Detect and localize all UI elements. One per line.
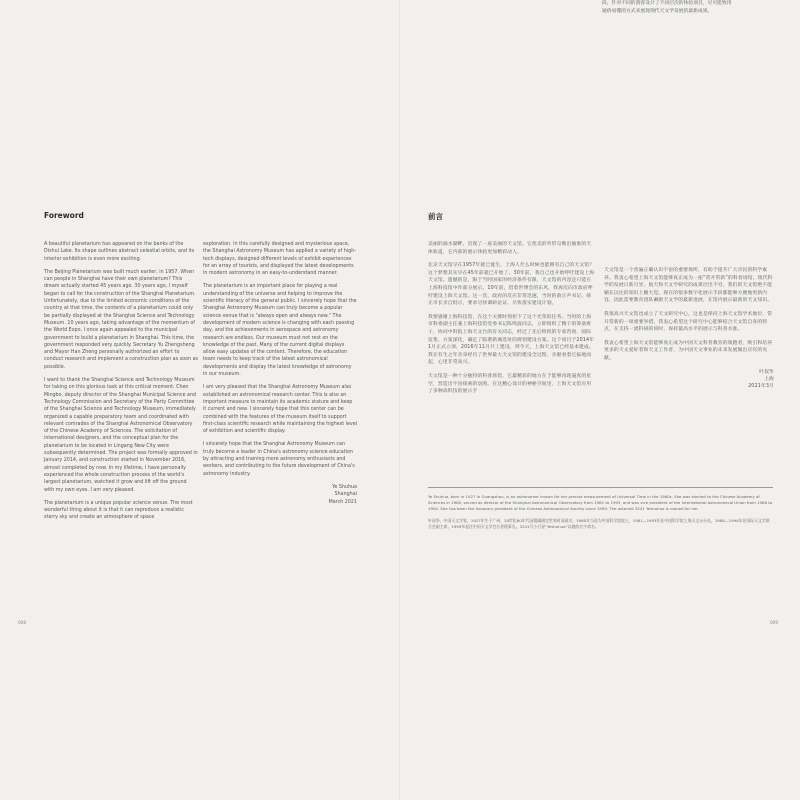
paragraph: The planetarium is an important place for playing a real understanding of the universe and helping to improve the scientific literacy of the general public. I sincerely hope that the Shanghai Astronomy Museum can truly become a popular science venue that is "always open and always new." The development of modern science is changing with each passing day, and the achievements in aerospace and astronomy research are endless. Our museum must not rest on the knowledge of the past. Many of the current digital displays allow easy updates of the content. Therefore, the education team needs to keep track of the latest astronomical developments and display the latest knowledge of astronomy in our museum. bbox=[203, 284, 357, 378]
text-line: 通俗易懂的方式来展现现代天文学发展的最新成果。 bbox=[602, 8, 713, 14]
bio-english: Ye Shuhua, born in 1927 in Guangzhou, is an astronomer known for her precise measurement of Universal Time in the 1960s. She was elected to the Chinese Academy of Sciences in 1980, served as director of the Shanghai Astronomical Observatory from 1981 to 1993, and was vice president of the International Astronomical Union from 1988 to 1994. She has been the honorary president of the Chinese Astronomical Society since 1999. The asteroid 3241 Yeshuhua is named for her. bbox=[428, 494, 773, 511]
page-heading: Foreword bbox=[44, 211, 84, 220]
signature-block bbox=[604, 369, 774, 391]
foreword-column-1 bbox=[44, 241, 198, 528]
page-number: 009 bbox=[770, 620, 778, 625]
signature-name: 叶叔华 bbox=[759, 369, 774, 375]
page-gutter bbox=[399, 0, 401, 800]
paragraph: 我衷心希望上海天文馆能够真正成为中国天文科普教育的领跑者，吸引和培养更多的天文爱好者和天文工作者，为中国天文事业的未来发展做出应有的贡献。 bbox=[604, 340, 773, 361]
paragraph: 我很高兴天文馆也成立了天文研究中心，这也是保持上海天文馆学术地位、常开常新的一项重要举措。我衷心希望这个研究中心能够结合天文馆自身的特点，在支持一流科研的同时，保持最高水平的展示与科普水准。 bbox=[604, 311, 773, 333]
text-line: 段，针对不同的游客设计了不同层次的体验项目，尽可能致用 bbox=[602, 1, 732, 6]
paragraph: 美丽的滴水湖畔，出现了一座美丽的天文馆。它优美的外形勾勒出抽象的天体轨道，它内部的展示体验更加精彩动人。 bbox=[428, 242, 592, 255]
paragraph: exploration. In this carefully designed and mysterious space, the Shanghai Astronomy Museum has applied a variety of high-tech displays, designed different levels of exhibit experiences for an array of tourists, and displayed the latest developments in modern astronomy in an easy-to-understand manner. bbox=[203, 242, 356, 277]
paragraph: 我要感谢上海科技馆，在这个关键时刻担下了这个光荣的任务。当时的上海市科委副主任兼上海科技馆党委书记陈鸣波同志，立即组织了精干的筹备班子，协同中科院上海天文台的有关同志，经过了先后组织的专家咨询、国际征集、方案深化，确定了临港新城选址的规划建设方案。这个项目于2014年1月正式立项，2016年11月开工建设，到今天，上海天文馆已经基本建成。我在有生之年亲身经历了世界最大天文馆的建设全过程，亲眼看着它拔地而起，心里非常高兴。 bbox=[428, 314, 595, 366]
signature-block bbox=[203, 484, 357, 506]
author-bio bbox=[428, 487, 773, 536]
signature-place: Shanghai bbox=[334, 492, 357, 498]
paragraph: I want to thank the Shanghai Science and Technology Museum for taking on this glorious task at this critical moment. Chen Mingbo, deputy director of the Shanghai Municipal Science and Technology Commission and Secretary of the Party Committee of the Shanghai Science and Technology Museum, immediately organized a capable preparatory team and coordinated with relevant comrades of the Shanghai Astronomical Observatory of the Chinese Academy of Sciences. The solicitation of international designers, and the conceptual plan for the planetarium to be located in Lingang New City were subsequently determined. The project was formally approved in January 2014, and construction started in November 2016, almost completed by now. In my lifetime, I have personally experienced the whole construction process of the world's largest planetarium, watched it grow and lift off the ground with my own eyes. I am very pleased. bbox=[44, 378, 198, 493]
paragraph: A beautiful planetarium has appeared on the banks of the Dishui Lake. Its shape outlines abstract celestial orbits, and its interior exhibition is even more exciting. bbox=[44, 242, 195, 262]
paragraph: The Beijing Planetarium was built much earlier, in 1957. When can people in Shanghai have their own planetarium? This dream actually started 45 years ago. 30 years ago, I myself began to call for the construction of the Shanghai Planetarium. Unfortunately, due to the limited economic conditions of the country at that time, the contents of a planetarium could only be partially displayed at the Shanghai Science and Technology Museum. 10 years ago, taking advantage of the momentum of the World Expo, I once again appealed to the municipal government to build a planetarium in Shanghai. This time, the government responded very quickly. Secretary Yu Zhengsheng and Mayor Han Zheng personally authorized an effort to conduct research and implement a construction plan as soon as possible. bbox=[44, 269, 199, 370]
page-number: 008 bbox=[18, 620, 26, 625]
signature-place: 上海 bbox=[764, 376, 774, 382]
paragraph: The planetarium is a unique popular science venue. The most wonderful thing about it is that it can reproduce a realistic starry sky and create an atmosphere of space bbox=[44, 500, 193, 521]
page-heading: 前言 bbox=[428, 212, 443, 221]
paragraph: I am very pleased that the Shanghai Astronomy Museum also established an astronomical research center. This is also an important measure to maintain its academic stature and keep it current and new. I sincerely hope that this center can be combined with the features of the museum itself to support first-class scientific research while maintaining the highest level of exhibition and scientific display. bbox=[203, 385, 358, 435]
signature-date: March 2021 bbox=[328, 499, 357, 505]
foreword-column-2 bbox=[604, 267, 774, 390]
continued-text bbox=[602, 0, 774, 15]
signature-date: 2021年3月 bbox=[748, 384, 774, 390]
signature-name: Ye Shuhua bbox=[332, 484, 357, 490]
paragraph: 北京天文馆早在1957年就已诞生，上海人什么时候也能拥有自己的天文馆？这个梦想其实早在45年前就已开始了。30年前，我自己也开始呼吁建设上海天文馆。遗憾的是，限于当时国家的经济条件有限，天文馆的内容还只能在上海科技馆中作部分展示。10年前，借着世博会的东风，我再次向市政府呼吁建设上海天文馆。这一次，政府的反应非常迅速，当时的俞正声书记、韩正市长亲自批示，要求尽快调研论证、尽快落实建设计划。 bbox=[428, 263, 595, 307]
foreword-column-1 bbox=[428, 241, 595, 402]
paragraph: I sincerely hope that the Shanghai Astronomy Museum can truly become a leader in China's astronomy science education by attracting and training more astronomy enthusiasts and workers, and contributing to the future development of China's astronomy industry. bbox=[203, 442, 355, 477]
foreword-column-2 bbox=[203, 241, 357, 506]
bio-chinese: 叶叔华，中国天文学家，1927年生于广州。20世纪60年代因精确测定世界时而闻名。1980年当选为中国科学院院士，1981—1993年任中国科学院上海天文台台长，1988—1994年任国际天文学联合会副主席，1999年起任中国天文学会名誉理事长。3241号小行星“Yeshuhua”以她的名字命名。 bbox=[428, 518, 770, 529]
paragraph: 天文馆是一个普遍正确认识宇宙的重要场所，有助于提升广大市民的科学素养。我衷心希望上海天文馆能够真正成为一座“常开常新”的科普场馆。现代科学的发展日新月异，航天和天文学研究的成果层出不穷，我们的天文馆绝不能躺在以往的知识上睡大觉。现在的很多数字化展示手段都能够方便地更新内容，因此需要教育团队紧跟天文学的最新进展，在馆内展示最新的天文知识。 bbox=[604, 268, 773, 304]
paragraph: 天文馆是一种十分独特的科普场馆，它最精彩的地方在于能够再现逼真的星空，营造出宇宙探索的氛围。在这精心设计的神秘空间里，上海天文馆应用了多种高科技的展示手 bbox=[428, 373, 592, 395]
